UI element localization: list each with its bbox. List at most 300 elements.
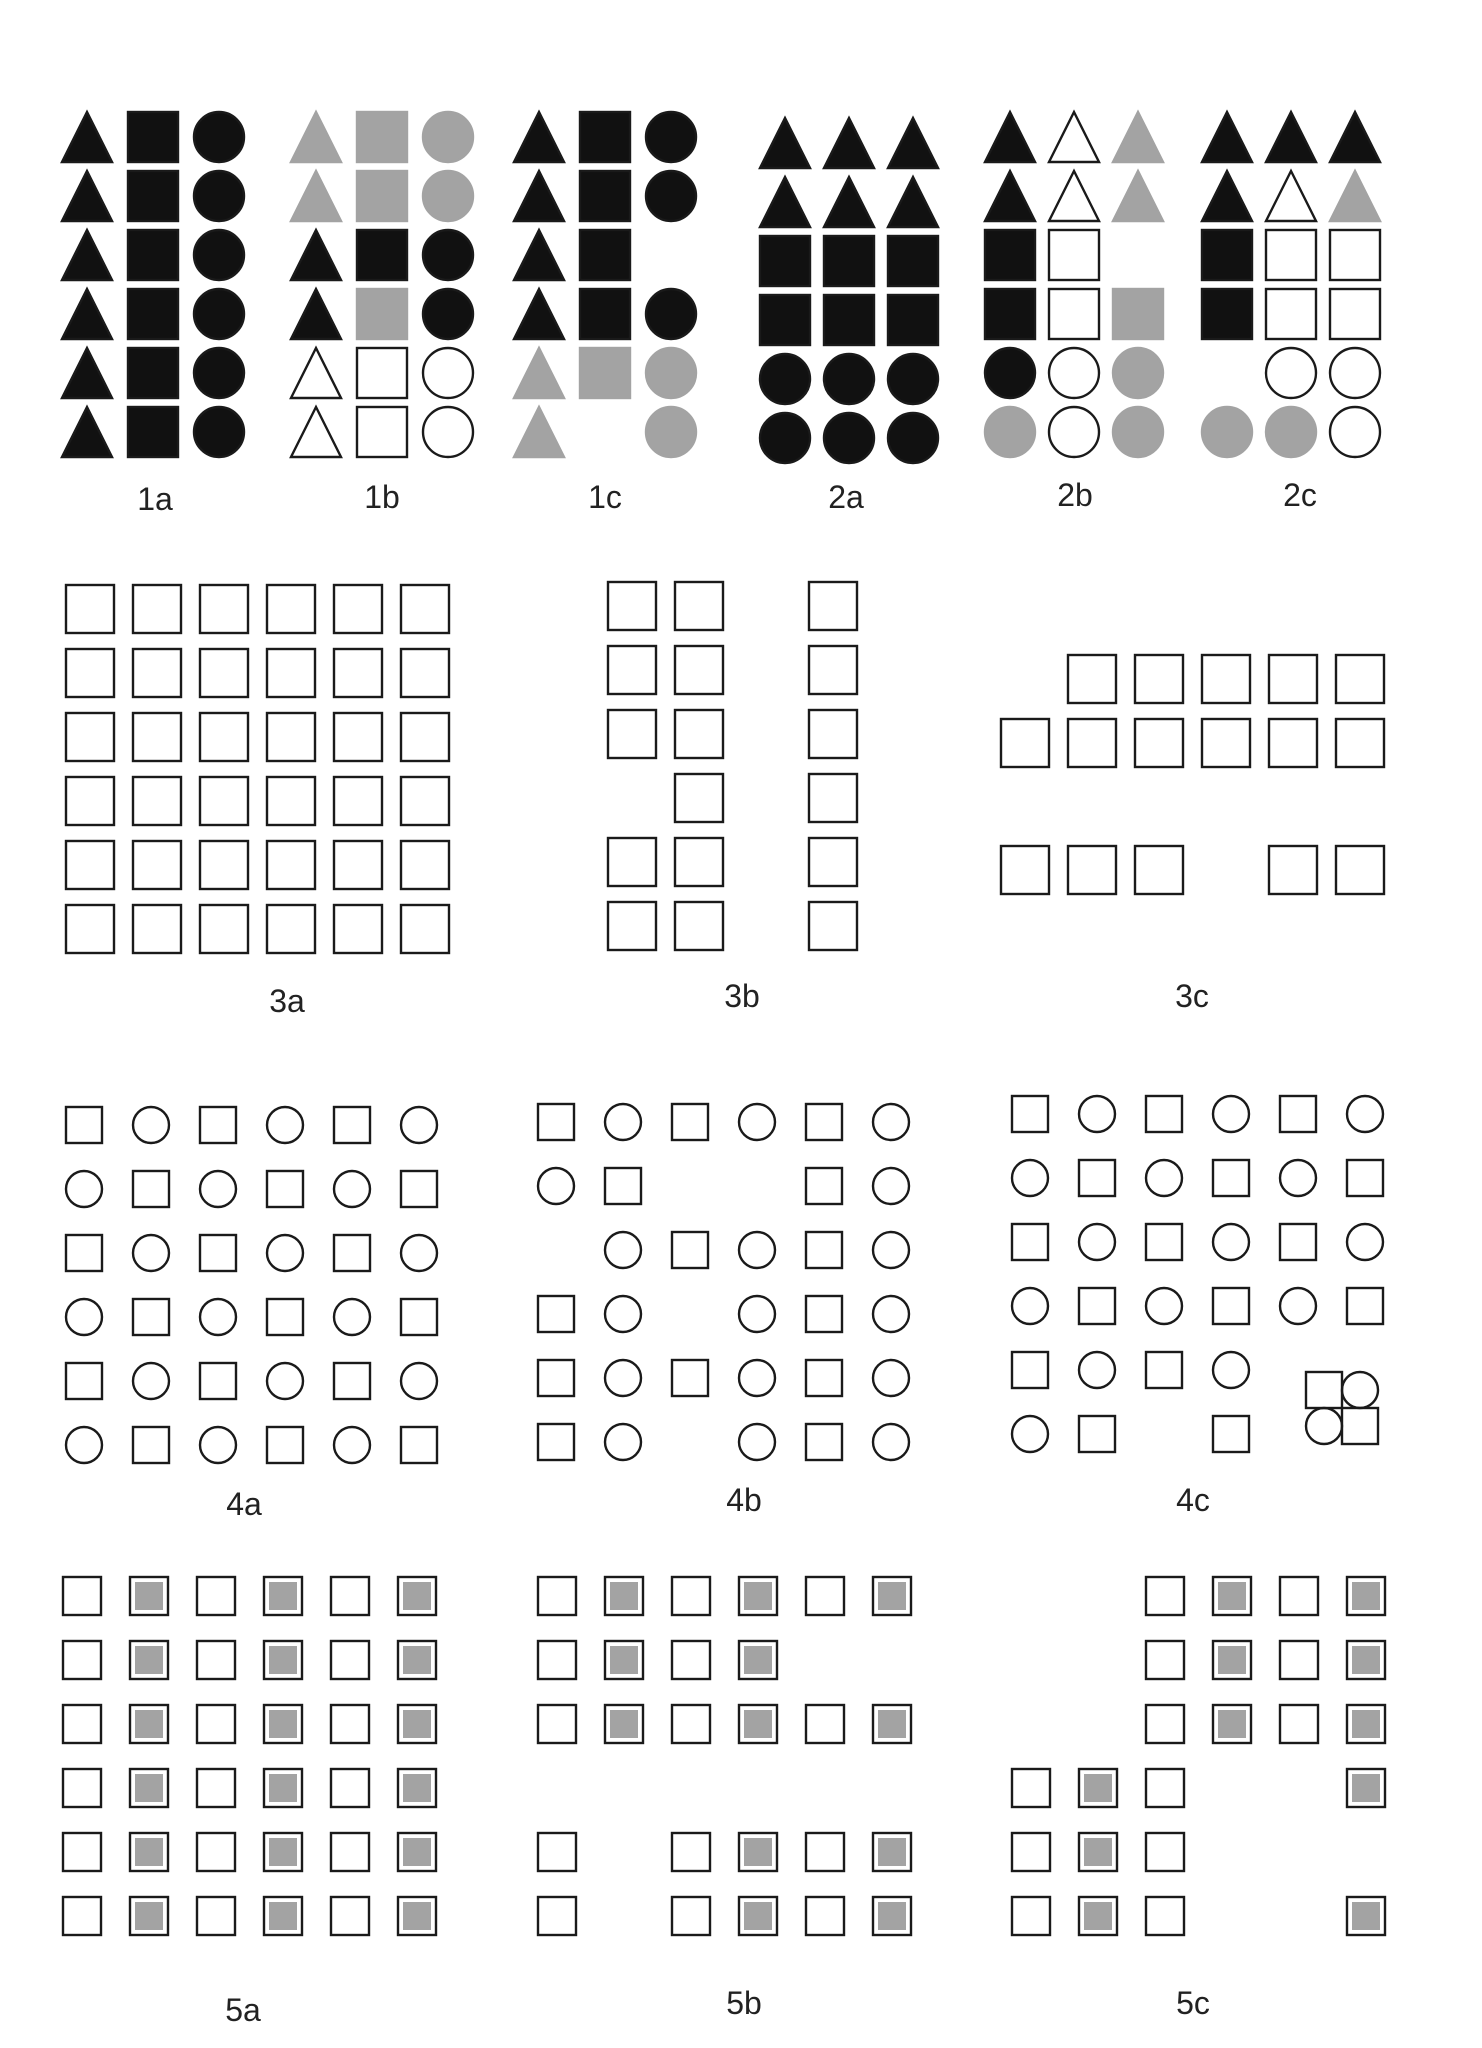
white-square-icon bbox=[331, 1897, 369, 1935]
white-square-icon bbox=[1266, 230, 1316, 280]
black-circle-icon bbox=[824, 413, 874, 463]
white-circle-icon bbox=[739, 1232, 775, 1268]
black-square-icon bbox=[985, 289, 1035, 339]
white-square-icon bbox=[401, 841, 449, 889]
white-square-icon bbox=[1266, 289, 1316, 339]
white-square-icon bbox=[1135, 719, 1183, 767]
white-square-icon bbox=[334, 713, 382, 761]
white-square-icon bbox=[1079, 1160, 1115, 1196]
black-circle-icon bbox=[760, 354, 810, 404]
white-square-icon bbox=[806, 1104, 842, 1140]
white-square-icon bbox=[401, 649, 449, 697]
white-square-icon bbox=[200, 585, 248, 633]
figure-1b bbox=[291, 112, 473, 515]
white-square-icon bbox=[672, 1360, 708, 1396]
white-square-icon bbox=[331, 1705, 369, 1743]
gray-triangle-icon bbox=[291, 171, 341, 221]
white-square-icon bbox=[334, 1107, 370, 1143]
white-square-icon bbox=[133, 713, 181, 761]
white-square-icon bbox=[401, 713, 449, 761]
black-square-icon bbox=[580, 230, 630, 280]
white-circle-icon bbox=[873, 1104, 909, 1140]
black-triangle-icon bbox=[1202, 171, 1252, 221]
gray-filled-square-icon bbox=[130, 1577, 168, 1615]
gray-filled-square-icon bbox=[1213, 1577, 1251, 1615]
white-square-icon bbox=[63, 1833, 101, 1871]
black-triangle-icon bbox=[1266, 112, 1316, 162]
white-square-icon bbox=[200, 649, 248, 697]
black-square-icon bbox=[128, 348, 178, 398]
white-square-icon bbox=[1336, 655, 1384, 703]
gray-filled-square-icon bbox=[264, 1641, 302, 1679]
white-square-icon bbox=[334, 841, 382, 889]
white-square-icon bbox=[197, 1897, 235, 1935]
white-square-icon bbox=[1068, 719, 1116, 767]
white-circle-icon bbox=[1079, 1096, 1115, 1132]
white-square-icon bbox=[1347, 1160, 1383, 1196]
black-triangle-icon bbox=[888, 118, 938, 168]
white-square-icon bbox=[66, 649, 114, 697]
white-square-icon bbox=[1068, 655, 1116, 703]
white-circle-icon bbox=[133, 1235, 169, 1271]
white-square-icon bbox=[401, 777, 449, 825]
white-square-icon bbox=[357, 348, 407, 398]
white-square-icon bbox=[1012, 1769, 1050, 1807]
white-square-icon bbox=[806, 1360, 842, 1396]
white-circle-icon bbox=[739, 1424, 775, 1460]
black-square-icon bbox=[580, 171, 630, 221]
gray-circle-icon bbox=[1266, 407, 1316, 457]
white-square-icon bbox=[1330, 230, 1380, 280]
white-circle-icon bbox=[1213, 1224, 1249, 1260]
white-circle-icon bbox=[873, 1296, 909, 1332]
gray-circle-icon bbox=[1202, 407, 1252, 457]
white-square-icon bbox=[66, 1235, 102, 1271]
white-square-icon bbox=[538, 1296, 574, 1332]
white-square-icon bbox=[675, 582, 723, 630]
white-square-icon bbox=[200, 1235, 236, 1271]
gray-filled-square-icon bbox=[605, 1641, 643, 1679]
gray-square-icon bbox=[1113, 289, 1163, 339]
white-circle-icon bbox=[739, 1104, 775, 1140]
gray-filled-square-icon bbox=[873, 1897, 911, 1935]
black-square-icon bbox=[1202, 230, 1252, 280]
white-square-icon bbox=[1146, 1352, 1182, 1388]
black-triangle-icon bbox=[62, 230, 112, 280]
white-square-icon bbox=[1001, 719, 1049, 767]
white-square-icon bbox=[675, 710, 723, 758]
white-square-icon bbox=[331, 1769, 369, 1807]
white-square-icon bbox=[267, 585, 315, 633]
white-square-icon bbox=[608, 646, 656, 694]
gray-filled-square-icon bbox=[264, 1769, 302, 1807]
white-circle-icon bbox=[538, 1168, 574, 1204]
black-triangle-icon bbox=[760, 177, 810, 227]
gray-square-icon bbox=[357, 289, 407, 339]
white-square-icon bbox=[200, 905, 248, 953]
black-square-icon bbox=[128, 112, 178, 162]
black-triangle-icon bbox=[824, 177, 874, 227]
black-circle-icon bbox=[194, 407, 244, 457]
figure-2b bbox=[985, 112, 1163, 513]
white-square-icon bbox=[66, 841, 114, 889]
gray-triangle-icon bbox=[514, 407, 564, 457]
gray-circle-icon bbox=[646, 407, 696, 457]
black-triangle-icon bbox=[760, 118, 810, 168]
white-square-icon bbox=[63, 1641, 101, 1679]
gray-filled-square-icon bbox=[1079, 1769, 1117, 1807]
white-square-icon bbox=[1146, 1096, 1182, 1132]
white-square-icon bbox=[672, 1897, 710, 1935]
white-circle-icon bbox=[1146, 1160, 1182, 1196]
white-circle-icon bbox=[1347, 1224, 1383, 1260]
gray-filled-square-icon bbox=[1347, 1705, 1385, 1743]
gray-filled-square-icon bbox=[398, 1833, 436, 1871]
gray-filled-square-icon bbox=[739, 1577, 777, 1615]
white-square-icon bbox=[672, 1833, 710, 1871]
white-square-icon bbox=[331, 1833, 369, 1871]
gray-filled-square-icon bbox=[873, 1833, 911, 1871]
white-square-icon bbox=[133, 1427, 169, 1463]
figure-3c bbox=[1001, 655, 1384, 1014]
gray-filled-square-icon bbox=[1213, 1641, 1251, 1679]
white-square-icon bbox=[538, 1360, 574, 1396]
white-square-icon bbox=[1001, 846, 1049, 894]
figure-label: 3c bbox=[1175, 978, 1209, 1014]
white-square-icon bbox=[267, 841, 315, 889]
white-square-icon bbox=[806, 1296, 842, 1332]
gray-filled-square-icon bbox=[264, 1833, 302, 1871]
black-circle-icon bbox=[646, 171, 696, 221]
white-square-icon bbox=[1280, 1577, 1318, 1615]
white-square-icon bbox=[133, 1171, 169, 1207]
white-square-icon bbox=[66, 777, 114, 825]
white-circle-icon bbox=[739, 1360, 775, 1396]
black-triangle-icon bbox=[62, 407, 112, 457]
white-square-icon bbox=[1280, 1641, 1318, 1679]
white-circle-icon bbox=[739, 1296, 775, 1332]
gray-circle-icon bbox=[423, 171, 473, 221]
white-square-icon bbox=[608, 902, 656, 950]
white-square-icon bbox=[1049, 289, 1099, 339]
black-square-icon bbox=[128, 230, 178, 280]
white-square-icon bbox=[1135, 846, 1183, 894]
black-square-icon bbox=[1202, 289, 1252, 339]
white-square-icon bbox=[672, 1104, 708, 1140]
white-square-icon bbox=[197, 1705, 235, 1743]
figure-2c bbox=[1202, 112, 1380, 513]
white-circle-icon bbox=[267, 1235, 303, 1271]
white-circle-icon bbox=[1049, 407, 1099, 457]
black-circle-icon bbox=[423, 230, 473, 280]
white-square-icon bbox=[1336, 719, 1384, 767]
white-square-icon bbox=[675, 774, 723, 822]
white-circle-icon bbox=[423, 407, 473, 457]
gray-filled-square-icon bbox=[264, 1705, 302, 1743]
white-square-icon bbox=[267, 905, 315, 953]
white-square-icon bbox=[1280, 1705, 1318, 1743]
figure-label: 3b bbox=[724, 978, 760, 1014]
white-square-icon bbox=[63, 1769, 101, 1807]
white-square-icon bbox=[334, 649, 382, 697]
figure-label: 2a bbox=[828, 479, 864, 515]
black-square-icon bbox=[760, 295, 810, 345]
gray-square-icon bbox=[357, 171, 407, 221]
gray-filled-square-icon bbox=[130, 1769, 168, 1807]
figure-label: 2c bbox=[1283, 477, 1317, 513]
white-circle-icon bbox=[334, 1171, 370, 1207]
white-circle-icon bbox=[1049, 348, 1099, 398]
white-circle-icon bbox=[1280, 1288, 1316, 1324]
white-square-icon bbox=[197, 1641, 235, 1679]
white-square-icon bbox=[66, 713, 114, 761]
black-triangle-icon bbox=[62, 171, 112, 221]
white-square-icon bbox=[133, 777, 181, 825]
gray-filled-square-icon bbox=[1347, 1577, 1385, 1615]
black-square-icon bbox=[128, 407, 178, 457]
white-square-icon bbox=[806, 1577, 844, 1615]
gray-filled-square-icon bbox=[398, 1577, 436, 1615]
white-square-icon bbox=[1280, 1224, 1316, 1260]
white-square-icon bbox=[334, 905, 382, 953]
white-square-icon bbox=[1269, 655, 1317, 703]
black-square-icon bbox=[824, 295, 874, 345]
black-circle-icon bbox=[194, 289, 244, 339]
white-square-icon bbox=[401, 905, 449, 953]
white-circle-icon bbox=[401, 1107, 437, 1143]
white-square-icon bbox=[133, 905, 181, 953]
white-triangle-icon bbox=[291, 407, 341, 457]
white-square-icon bbox=[334, 1235, 370, 1271]
black-square-icon bbox=[985, 230, 1035, 280]
white-square-icon bbox=[267, 1299, 303, 1335]
white-square-icon bbox=[200, 1363, 236, 1399]
white-square-icon bbox=[672, 1705, 710, 1743]
figure-label: 2b bbox=[1057, 477, 1093, 513]
white-circle-icon bbox=[1146, 1288, 1182, 1324]
white-circle-icon bbox=[1079, 1224, 1115, 1260]
black-triangle-icon bbox=[1202, 112, 1252, 162]
figure-label: 5a bbox=[225, 1992, 261, 2028]
gray-filled-square-icon bbox=[130, 1641, 168, 1679]
white-square-icon bbox=[809, 902, 857, 950]
gray-filled-square-icon bbox=[1213, 1705, 1251, 1743]
white-square-icon bbox=[809, 582, 857, 630]
white-square-icon bbox=[1079, 1416, 1115, 1452]
white-square-icon bbox=[267, 1427, 303, 1463]
black-triangle-icon bbox=[62, 289, 112, 339]
white-square-icon bbox=[1213, 1416, 1249, 1452]
white-circle-icon bbox=[200, 1299, 236, 1335]
white-square-icon bbox=[133, 1299, 169, 1335]
white-square-icon bbox=[538, 1577, 576, 1615]
white-circle-icon bbox=[66, 1299, 102, 1335]
white-circle-icon bbox=[1012, 1288, 1048, 1324]
white-square-icon bbox=[538, 1104, 574, 1140]
white-square-icon bbox=[675, 838, 723, 886]
white-circle-icon bbox=[1266, 348, 1316, 398]
white-square-icon bbox=[806, 1424, 842, 1460]
gray-square-icon bbox=[580, 348, 630, 398]
white-square-icon bbox=[334, 585, 382, 633]
black-triangle-icon bbox=[514, 230, 564, 280]
white-square-icon bbox=[200, 777, 248, 825]
white-circle-icon bbox=[1342, 1372, 1378, 1408]
gray-filled-square-icon bbox=[398, 1897, 436, 1935]
white-square-icon bbox=[675, 646, 723, 694]
gray-filled-square-icon bbox=[1079, 1897, 1117, 1935]
figure-3a bbox=[66, 585, 449, 1019]
gray-circle-icon bbox=[423, 112, 473, 162]
white-square-icon bbox=[331, 1641, 369, 1679]
white-circle-icon bbox=[66, 1171, 102, 1207]
white-square-icon bbox=[66, 585, 114, 633]
black-square-icon bbox=[824, 236, 874, 286]
white-square-icon bbox=[1146, 1224, 1182, 1260]
white-circle-icon bbox=[423, 348, 473, 398]
black-circle-icon bbox=[194, 230, 244, 280]
white-circle-icon bbox=[605, 1296, 641, 1332]
white-square-icon bbox=[538, 1641, 576, 1679]
figure-1a bbox=[62, 112, 244, 517]
white-circle-icon bbox=[605, 1232, 641, 1268]
black-triangle-icon bbox=[985, 112, 1035, 162]
white-circle-icon bbox=[133, 1363, 169, 1399]
white-triangle-icon bbox=[1049, 171, 1099, 221]
figure-label: 4c bbox=[1176, 1482, 1210, 1518]
black-circle-icon bbox=[888, 413, 938, 463]
white-square-icon bbox=[538, 1705, 576, 1743]
white-triangle-icon bbox=[1266, 171, 1316, 221]
gray-filled-square-icon bbox=[398, 1641, 436, 1679]
white-square-icon bbox=[1146, 1897, 1184, 1935]
gray-filled-square-icon bbox=[605, 1705, 643, 1743]
white-circle-icon bbox=[401, 1363, 437, 1399]
figure-4b bbox=[538, 1104, 909, 1518]
white-square-icon bbox=[675, 902, 723, 950]
white-square-icon bbox=[331, 1577, 369, 1615]
white-circle-icon bbox=[1330, 348, 1380, 398]
white-circle-icon bbox=[334, 1299, 370, 1335]
white-square-icon bbox=[197, 1769, 235, 1807]
white-square-icon bbox=[357, 407, 407, 457]
black-square-icon bbox=[580, 289, 630, 339]
white-square-icon bbox=[200, 713, 248, 761]
white-square-icon bbox=[1068, 846, 1116, 894]
white-square-icon bbox=[809, 646, 857, 694]
gray-square-icon bbox=[357, 112, 407, 162]
white-square-icon bbox=[334, 777, 382, 825]
white-square-icon bbox=[63, 1897, 101, 1935]
white-square-icon bbox=[401, 1299, 437, 1335]
gray-filled-square-icon bbox=[264, 1577, 302, 1615]
figure-label: 4b bbox=[726, 1482, 762, 1518]
white-square-icon bbox=[806, 1833, 844, 1871]
white-square-icon bbox=[133, 649, 181, 697]
gray-filled-square-icon bbox=[130, 1897, 168, 1935]
white-square-icon bbox=[1213, 1288, 1249, 1324]
gray-filled-square-icon bbox=[398, 1705, 436, 1743]
white-square-icon bbox=[1135, 655, 1183, 703]
white-square-icon bbox=[1146, 1641, 1184, 1679]
black-triangle-icon bbox=[514, 112, 564, 162]
white-square-icon bbox=[809, 838, 857, 886]
black-circle-icon bbox=[646, 289, 696, 339]
white-circle-icon bbox=[267, 1107, 303, 1143]
white-square-icon bbox=[672, 1232, 708, 1268]
gray-filled-square-icon bbox=[1347, 1897, 1385, 1935]
figure-label: 3a bbox=[269, 983, 305, 1019]
white-square-icon bbox=[806, 1705, 844, 1743]
gray-triangle-icon bbox=[1330, 171, 1380, 221]
white-square-icon bbox=[1012, 1096, 1048, 1132]
white-square-icon bbox=[605, 1168, 641, 1204]
white-square-icon bbox=[1012, 1897, 1050, 1935]
black-square-icon bbox=[357, 230, 407, 280]
white-circle-icon bbox=[605, 1360, 641, 1396]
white-square-icon bbox=[133, 585, 181, 633]
white-square-icon bbox=[133, 841, 181, 889]
white-square-icon bbox=[806, 1897, 844, 1935]
white-square-icon bbox=[1079, 1288, 1115, 1324]
black-circle-icon bbox=[646, 112, 696, 162]
figure-5b bbox=[538, 1577, 911, 2021]
white-square-icon bbox=[267, 1171, 303, 1207]
figure-label: 1c bbox=[588, 479, 622, 515]
gray-circle-icon bbox=[646, 348, 696, 398]
white-square-icon bbox=[809, 710, 857, 758]
white-square-icon bbox=[66, 905, 114, 953]
white-square-icon bbox=[401, 1427, 437, 1463]
white-square-icon bbox=[1269, 719, 1317, 767]
gray-filled-square-icon bbox=[873, 1577, 911, 1615]
gray-circle-icon bbox=[985, 407, 1035, 457]
white-circle-icon bbox=[605, 1104, 641, 1140]
white-square-icon bbox=[538, 1833, 576, 1871]
white-square-icon bbox=[63, 1705, 101, 1743]
gray-filled-square-icon bbox=[739, 1833, 777, 1871]
white-square-icon bbox=[1012, 1833, 1050, 1871]
white-circle-icon bbox=[200, 1427, 236, 1463]
gray-filled-square-icon bbox=[1079, 1833, 1117, 1871]
gray-circle-icon bbox=[1113, 348, 1163, 398]
gray-triangle-icon bbox=[291, 112, 341, 162]
white-circle-icon bbox=[200, 1171, 236, 1207]
white-square-icon bbox=[334, 1363, 370, 1399]
black-triangle-icon bbox=[1330, 112, 1380, 162]
white-triangle-icon bbox=[1049, 112, 1099, 162]
black-circle-icon bbox=[194, 171, 244, 221]
white-square-icon bbox=[608, 582, 656, 630]
white-circle-icon bbox=[66, 1427, 102, 1463]
white-square-icon bbox=[1146, 1769, 1184, 1807]
white-square-icon bbox=[809, 774, 857, 822]
gray-filled-square-icon bbox=[264, 1897, 302, 1935]
gray-triangle-icon bbox=[514, 348, 564, 398]
figure-label: 1b bbox=[364, 479, 400, 515]
white-square-icon bbox=[1202, 655, 1250, 703]
white-circle-icon bbox=[1213, 1352, 1249, 1388]
black-triangle-icon bbox=[62, 348, 112, 398]
white-square-icon bbox=[267, 649, 315, 697]
gray-filled-square-icon bbox=[130, 1705, 168, 1743]
black-triangle-icon bbox=[824, 118, 874, 168]
figure-5a bbox=[63, 1577, 436, 2028]
gray-triangle-icon bbox=[1113, 171, 1163, 221]
white-circle-icon bbox=[1347, 1096, 1383, 1132]
black-square-icon bbox=[760, 236, 810, 286]
white-square-icon bbox=[1012, 1352, 1048, 1388]
